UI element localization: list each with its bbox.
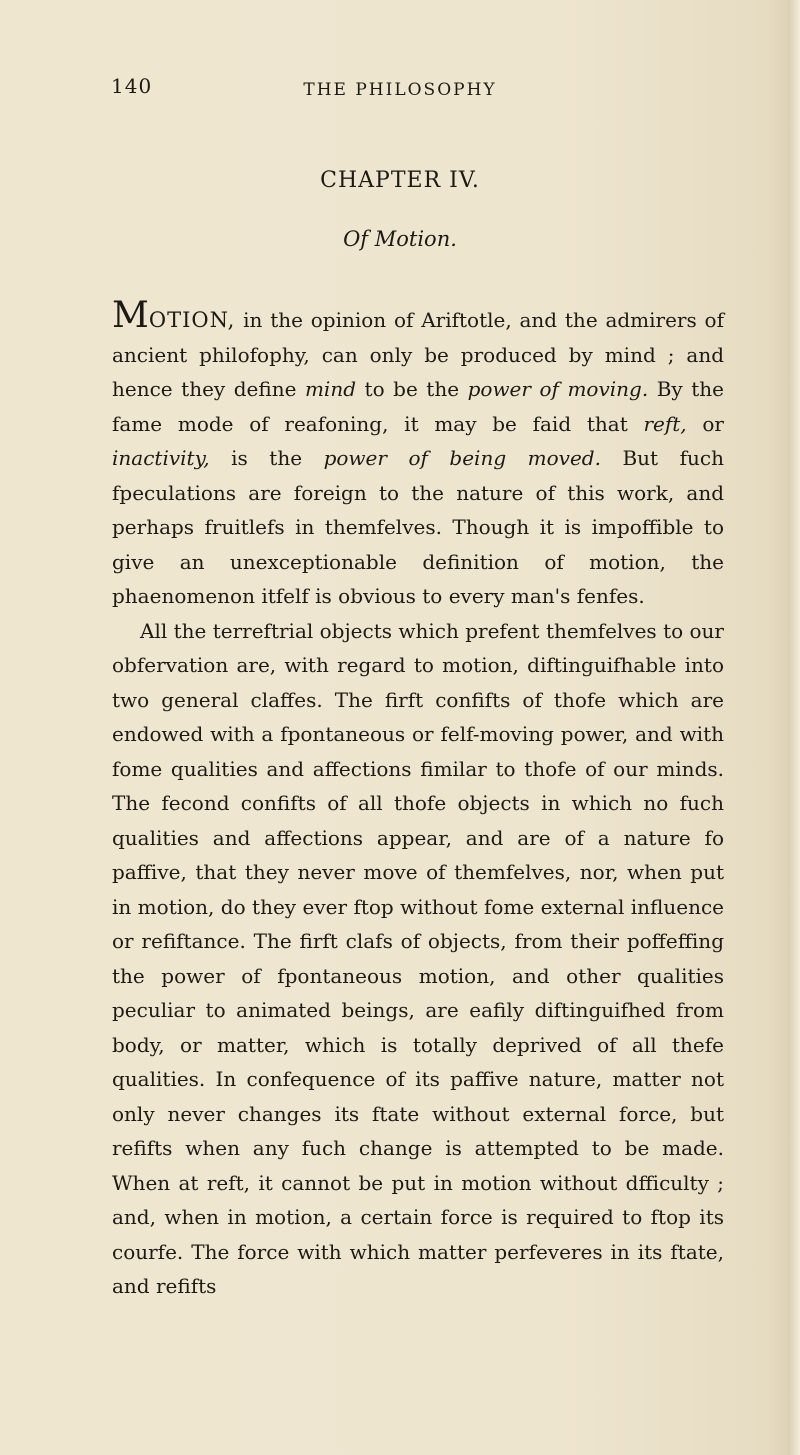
text-run: to be the xyxy=(356,377,468,401)
emphasis: reft, xyxy=(643,411,687,436)
text-run: in the opinion of Ariftotle, and the admirers of ancient philofophy, can only be produced by mind ; and hence they define xyxy=(112,308,724,401)
emphasis: mind xyxy=(304,377,357,401)
running-title: THE PHILOSOPHY xyxy=(303,80,497,100)
emphasis: inactivity, xyxy=(112,446,210,470)
emphasis: power of being moved. xyxy=(323,446,601,470)
body-text xyxy=(112,295,725,1304)
running-header xyxy=(0,74,800,114)
emphasis: power of moving. xyxy=(467,377,649,401)
paragraph-2: All the terreftrial objects which prefent themfelves to our obfervation are, with regard to motion, diftinguifhable into two general claffes. The firft confifts of thofe which are endowed with a fpontaneous or felf-moving power, and with fome qualities and affections fimilar to thofe of our minds. The fecond confifts of all thofe objects in which no fuch qualities and affections appear, and are of a nature fo paffive, that they never move of themfelves, nor, when put in motion, do they ever ftop without fome external influence or refiftance. The firft clafs of objects, from their poffeffing the power of fpontaneous motion, and other qualities peculiar to animated beings, are eafily diftinguifhed from body, or matter, which is totally deprived of all thefe qualities. In confequence of its paffive nature, matter not only never changes its ftate without external force, but refifts when any fuch change is attempted to be made. When at reft, it cannot be put in motion without dfficulty ; and, when in motion, a certain force is required to ftop its courfe. The force with which matter perfeveres in its ftate, and refifts xyxy=(112,618,724,1298)
chapter-subtitle: Of Motion. xyxy=(343,227,457,251)
paragraph-1 xyxy=(112,295,725,614)
drop-initial: M xyxy=(112,295,149,336)
page-number: 140 xyxy=(111,74,153,98)
lead-word: OTION, xyxy=(148,308,236,332)
text-run: or xyxy=(686,411,724,436)
text-run: is the xyxy=(209,446,324,470)
chapter-heading: CHAPTER IV. xyxy=(320,168,480,193)
text-run: But fuch fpeculations are foreign to the nature of this work, and perhaps fruitlefs in themfelves. Though it is impoffible to give an unexceptionable definition of motion, the phaenomenon itfelf is obvious to every man's fenfes. xyxy=(112,446,724,608)
page-edge xyxy=(788,0,800,1455)
text-run: By the fame mode of reafoning, it may be faid that xyxy=(112,377,725,436)
